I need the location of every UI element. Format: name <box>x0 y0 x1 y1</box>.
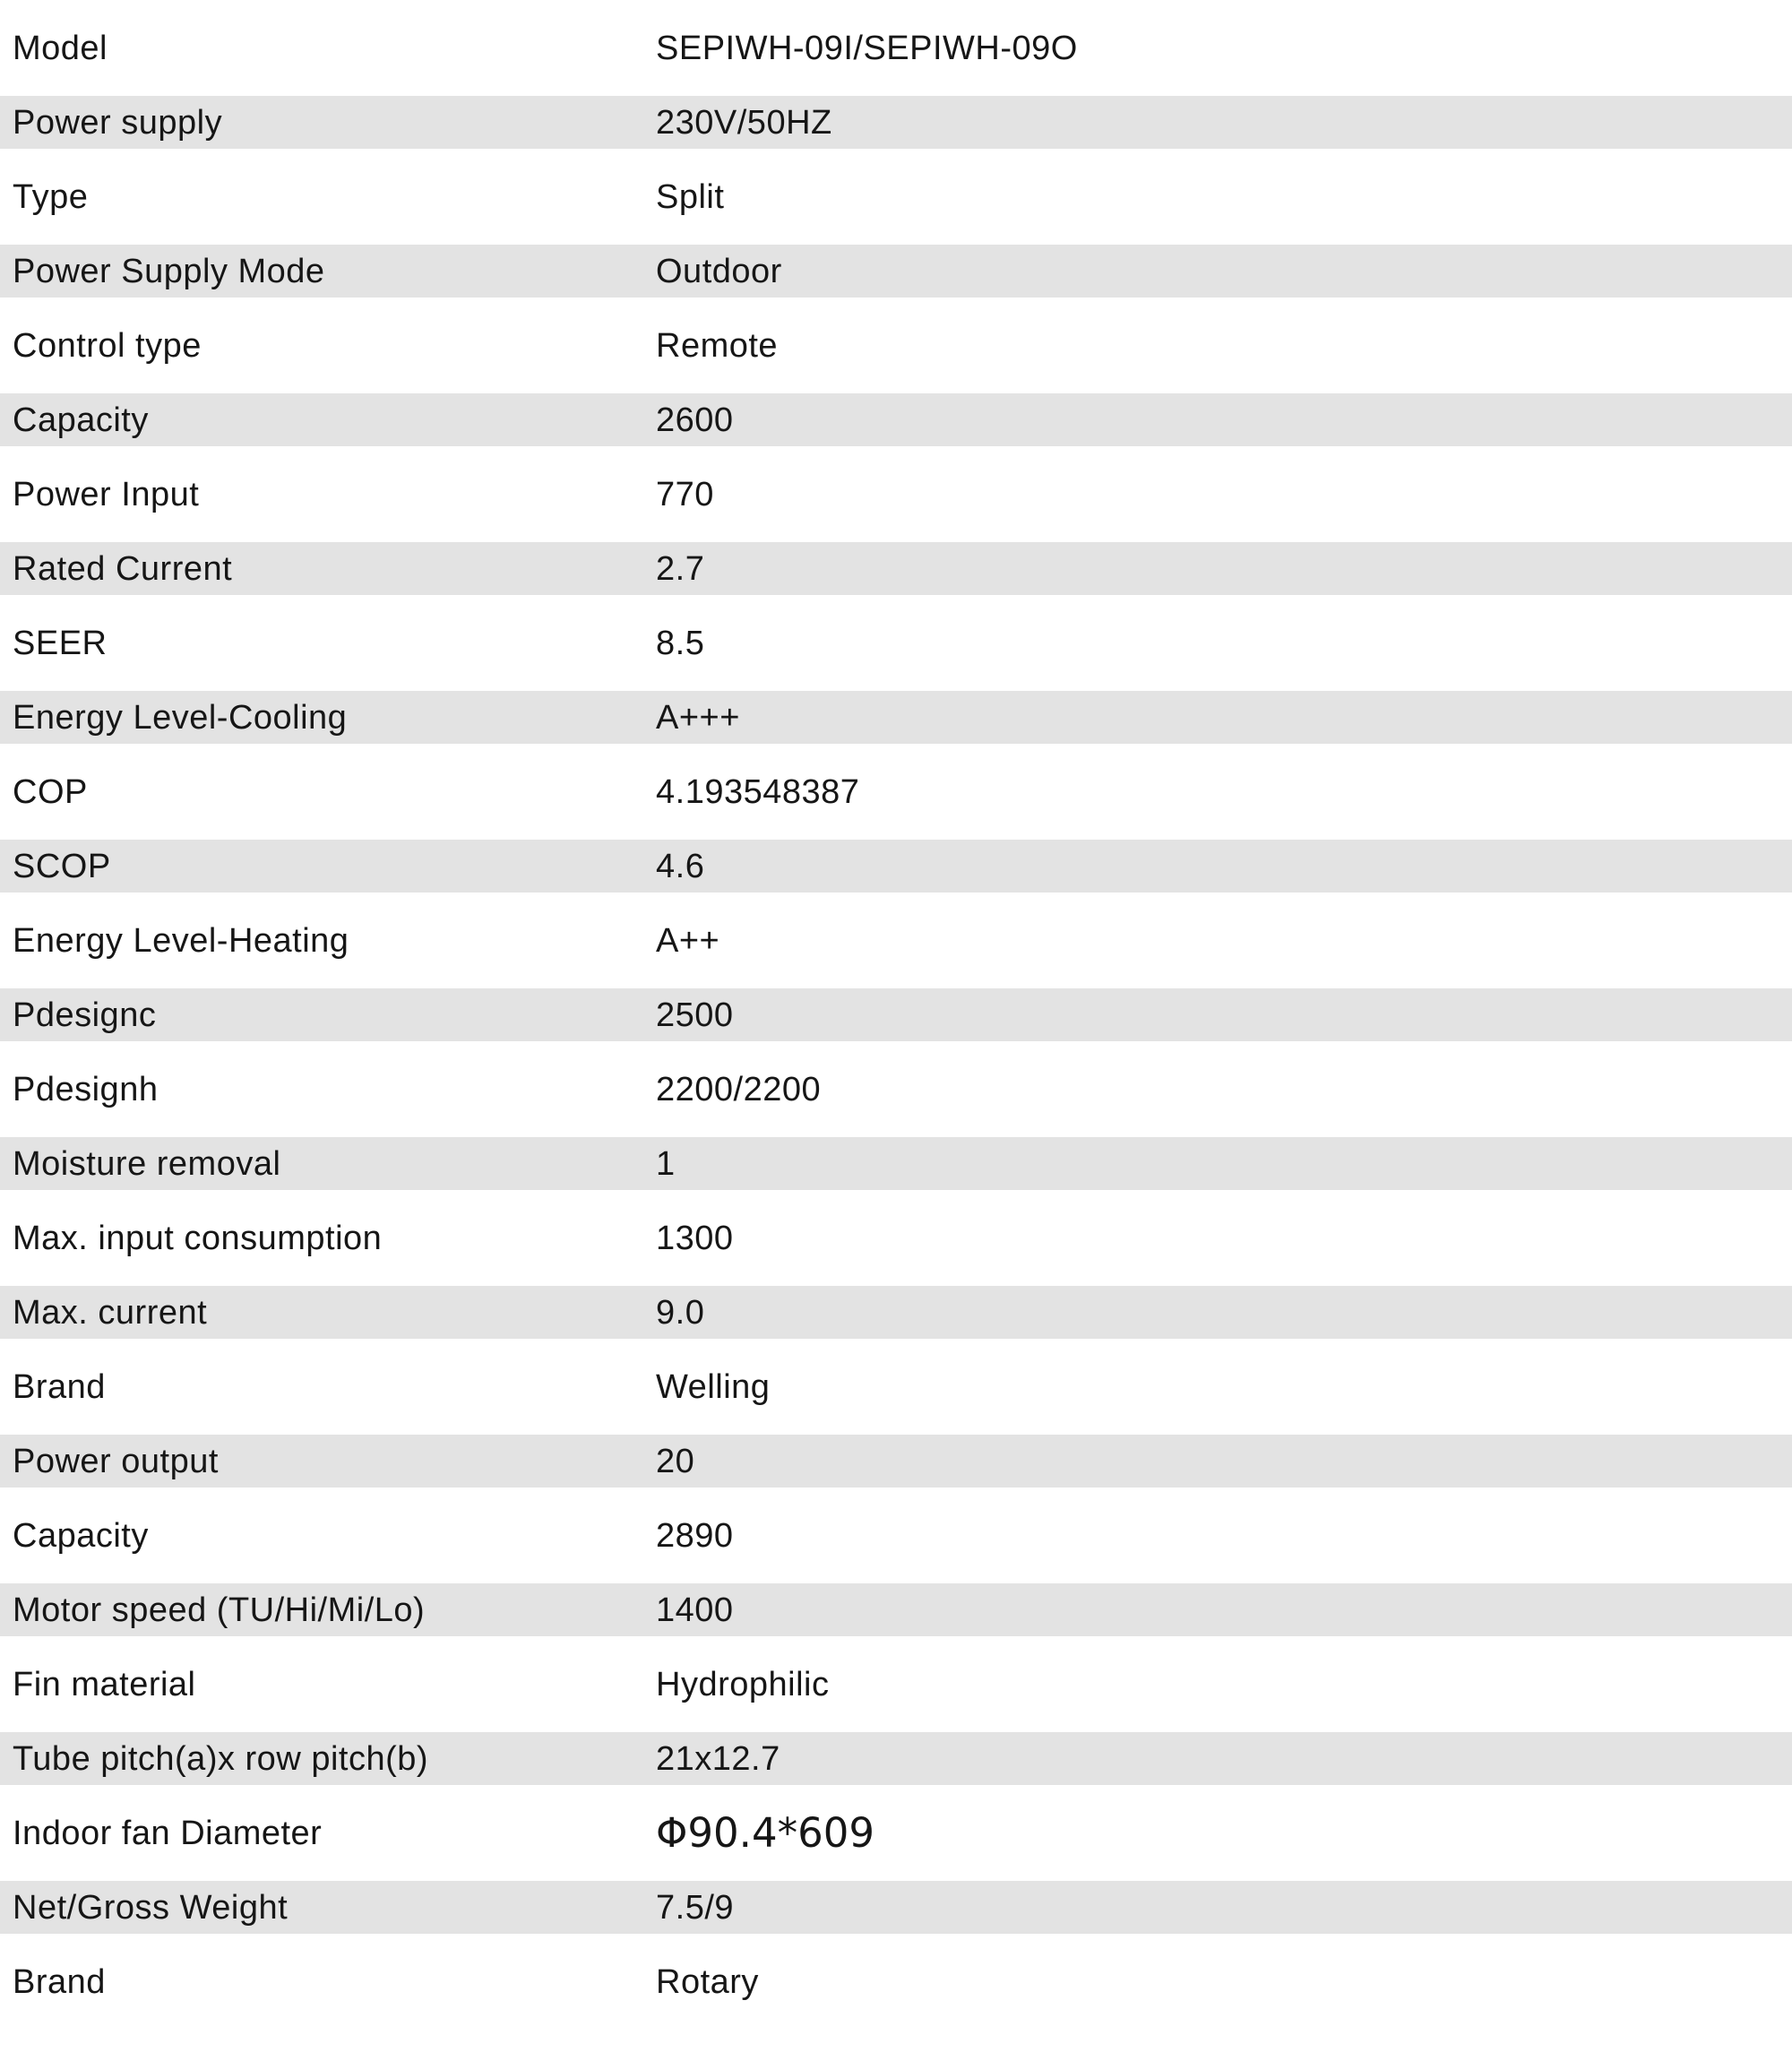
spec-value: 230V/50HZ <box>656 103 832 142</box>
spec-value: 7.5/9 <box>656 1888 735 1927</box>
spec-label: Fin material <box>13 1665 196 1703</box>
table-row <box>0 1286 1792 1339</box>
table-row <box>0 1137 1792 1190</box>
spec-value: 2200/2200 <box>656 1070 822 1108</box>
spec-label: Model <box>13 29 108 67</box>
spec-value: 1400 <box>656 1591 734 1629</box>
spec-label: SCOP <box>13 847 111 885</box>
spec-value: A+++ <box>656 698 740 737</box>
spec-value: 20 <box>656 1442 695 1480</box>
spec-label: Energy Level-Cooling <box>13 698 348 737</box>
spec-label: SEER <box>13 624 108 662</box>
spec-value: Remote <box>656 326 779 365</box>
spec-label: Pdesignh <box>13 1070 159 1108</box>
spec-value: 8.5 <box>656 624 705 662</box>
table-row <box>0 1435 1792 1488</box>
spec-label: Net/Gross Weight <box>13 1888 289 1927</box>
table-row <box>0 542 1792 595</box>
table-row <box>0 393 1792 446</box>
table-row <box>0 617 1792 669</box>
table-row <box>0 691 1792 744</box>
table-row <box>0 468 1792 521</box>
spec-value: 9.0 <box>656 1293 705 1332</box>
table-row <box>0 840 1792 893</box>
table-row <box>0 1955 1792 2008</box>
spec-label: Power Input <box>13 475 200 513</box>
spec-label: Motor speed (TU/Hi/Mi/Lo) <box>13 1591 426 1629</box>
spec-label: Power Supply Mode <box>13 252 325 290</box>
spec-value: Outdoor <box>656 252 782 290</box>
table-row <box>0 1658 1792 1711</box>
table-row <box>0 1212 1792 1264</box>
spec-value: 2.7 <box>656 549 705 588</box>
spec-value: 4.193548387 <box>656 772 860 811</box>
spec-label: COP <box>13 772 88 811</box>
table-row <box>0 1732 1792 1785</box>
table-row <box>0 96 1792 149</box>
spec-label: Indoor fan Diameter <box>13 1814 323 1852</box>
table-row <box>0 22 1792 74</box>
spec-label: Energy Level-Heating <box>13 921 349 960</box>
spec-value: 4.6 <box>656 847 705 885</box>
table-row <box>0 988 1792 1041</box>
table-row <box>0 170 1792 223</box>
table-row <box>0 1583 1792 1636</box>
spec-value: 2890 <box>656 1516 734 1555</box>
table-row <box>0 914 1792 967</box>
table-row <box>0 1807 1792 1859</box>
spec-value: Hydrophilic <box>656 1665 830 1703</box>
spec-value: 21x12.7 <box>656 1739 780 1778</box>
spec-label: Capacity <box>13 401 149 439</box>
table-row <box>0 765 1792 818</box>
spec-value: 770 <box>656 475 714 513</box>
spec-value: 2600 <box>656 401 734 439</box>
spec-label: Control type <box>13 326 202 365</box>
spec-value: 2500 <box>656 996 734 1034</box>
spec-value: 1 <box>656 1144 676 1183</box>
spec-label: Power output <box>13 1442 219 1480</box>
spec-label: Brand <box>13 1962 106 2001</box>
spec-value: A++ <box>656 921 720 960</box>
spec-label: Tube pitch(a)x row pitch(b) <box>13 1739 429 1778</box>
table-row <box>0 1509 1792 1562</box>
spec-label: Type <box>13 177 89 216</box>
spec-value: Welling <box>656 1367 771 1406</box>
table-row <box>0 1063 1792 1116</box>
table-row <box>0 245 1792 298</box>
spec-value: 1300 <box>656 1219 734 1257</box>
spec-value: SEPIWH-09I/SEPIWH-09O <box>656 29 1078 67</box>
spec-label: Max. current <box>13 1293 208 1332</box>
spec-value: Rotary <box>656 1962 759 2001</box>
spec-label: Capacity <box>13 1516 149 1555</box>
table-row <box>0 1881 1792 1934</box>
spec-label: Power supply <box>13 103 223 142</box>
table-row <box>0 1360 1792 1413</box>
spec-label: Pdesignc <box>13 996 157 1034</box>
spec-label: Rated Current <box>13 549 233 588</box>
spec-label: Brand <box>13 1367 106 1406</box>
spec-value: Φ90.4*609 <box>656 1809 875 1857</box>
spec-label: Moisture removal <box>13 1144 281 1183</box>
spec-value: Split <box>656 177 725 216</box>
spec-label: Max. input consumption <box>13 1219 383 1257</box>
table-row <box>0 319 1792 372</box>
